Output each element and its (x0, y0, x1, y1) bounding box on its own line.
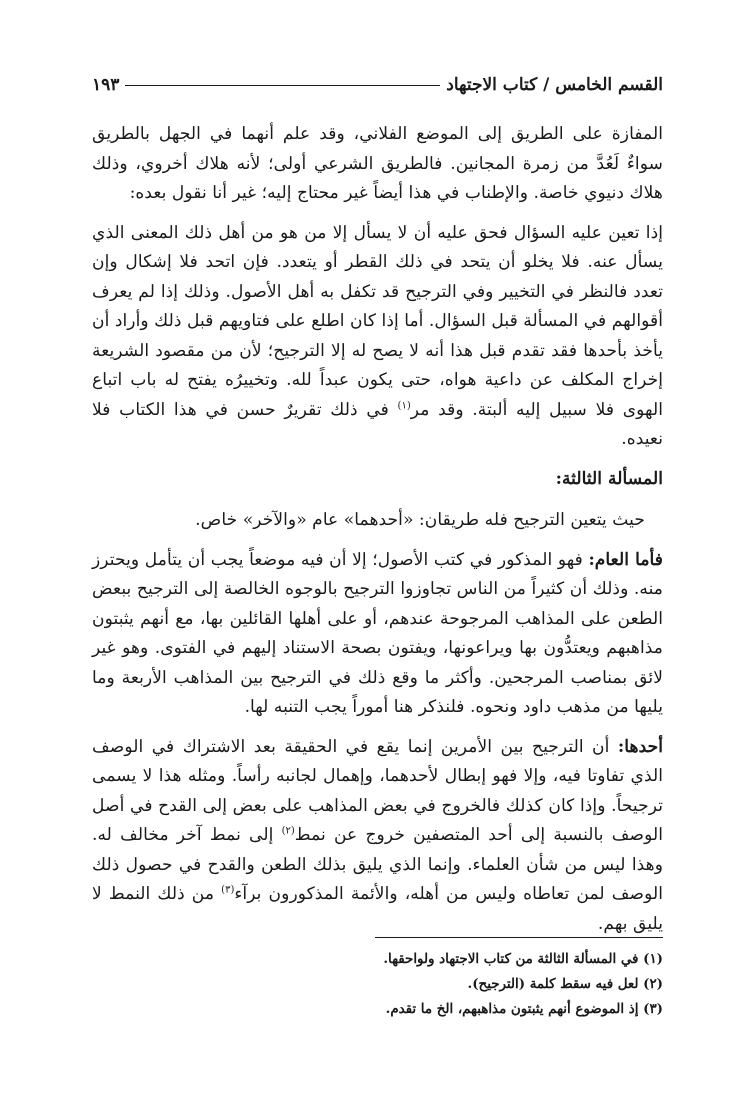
paragraph-1: المفازة على الطريق إلى الموضع الفلاني، وقد علم أنهما في الجهل بالطريق سواءٌ لَعُدَّ من زمرة المجانين. فالطريق الشرعي أولى؛ لأنه هلاك أخروي، وذلك هلاك دنيوي خاصة. والإطناب في هذا أيضاً غير محتاج إليه؛ غير أنا نقول بعده: (92, 124, 663, 203)
footnote-separator (375, 937, 663, 938)
footnote-ref-1[interactable]: (١) (397, 399, 411, 411)
paragraph-5-text: أن الترجيح بين الأمرين إنما يقع في الحقيقة بعد الاشتراك في الوصف الذي تفاوتا فيه، وإلا فهو إبطال لأحدهما، وإهمال لجانبه رأساً. ومثله هذا لا يسمى ترجيحاً. وإذا كان كذلك فالخروج في بعض المذاهب على بعض إلى القدح في أصل الوصف بالنسبة إلى أحد المتصفين خروج عن نمط (92, 736, 663, 845)
footnote-3: (٣) إذ الموضوع أنهم يثبتون مذاهبهم، الخ ما تقدم. (385, 1001, 663, 1017)
paragraph-2-text: إذا تعين عليه السؤال فحق عليه أن لا يسأل إلا من هو من أهل ذلك المعنى الذي يسأل عنه. فلا يخلو أن يتحد في ذلك القطر أو يتعدد. فإن اتحد فلا إشكال وإن تعدد فالنظر في التخيير وفي الترجيح قد تكفل به أهل الأصول. وذلك إذا لم يعرف أقوالهم في المسألة قبل السؤال. أما إذا كان اطلع على فتاويهم قبل ذلك وأراد أن يأخذ بأحدها فقد تقدم قبل هذا أنه لا يصح له إلا الترجيح؛ لأن من مقصود الشريعة إخراج المكلف عن داعية هواه، حتى يكون عبداً لله. وتخييرُه يفتح له باب اتباع الهوى فلا سبيل إليه ألبتة. وقد مر (92, 222, 663, 420)
section-heading: المسألة الثالثة: (555, 468, 663, 489)
paragraph-4-text: فهو المذكور في كتب الأصول؛ إلا أن فيه موضعاً يجب أن يتأمل ويحترز منه. وذلك أن كثيراً من الناس تجاوزوا الترجيح بالوجوه الخالصة إلى الترجيح ببعض الطعن على المذاهب المرجوحة عندهم، أو على أهلها القائلين بها، مع أنهم يثبتون مذاهبهم ويعتدُّون بها ويراعونها، ويفتون بصحة الاستناد إليهم في الفتوى. وهو غير لائق بمناصب المرجحين. وأكثر ما وقع ذلك في الترجيح بين المذاهب الأربعة وما يليها من مذهب داود ونحوه. فلنذكر هنا أموراً يجب التنبه لها. (92, 549, 663, 717)
footnote-ref-2[interactable]: (٢) (281, 825, 295, 837)
paragraph-2 (92, 219, 663, 455)
paragraph-2-end: في ذلك تقريرٌ حسن في هذا الكتاب فلا نعيده. (92, 399, 663, 449)
paragraph-5-lead: أحدها: (617, 736, 663, 757)
header-rule (125, 85, 440, 86)
footnote-ref-3[interactable]: (٣) (221, 884, 235, 896)
running-header (92, 72, 663, 98)
footnotes (92, 947, 663, 1022)
paragraph-4-lead: فأما العام: (588, 549, 663, 570)
page-number: ١٩٣ (92, 75, 120, 95)
paragraph-5-text-2: إلى نمط آخر مخالف له. وهذا ليس من شأن العلماء. وإنما الذي يليق بذلك الطعن والقدح في حصول ذلك الوصف لمن تعاطاه وليس من أهله، والأئمة المذكورون برآء (92, 825, 663, 904)
header-title: القسم الخامس / كتاب الاجتهاد (446, 75, 663, 95)
footnote-1: (١) في المسألة الثالثة من كتاب الاجتهاد ولواحقها. (383, 951, 663, 967)
main-text (92, 120, 663, 939)
footnote-2: (٢) لعل فيه سقط كلمة (الترجيح). (467, 976, 663, 992)
paragraph-5 (92, 733, 663, 940)
paragraph-4 (92, 546, 663, 723)
paragraph-5-end: من ذلك النمط لا يليق بهم. (92, 884, 663, 934)
paragraph-3: حيث يتعين الترجيح فله طريقان: «أحدهما» عام «والآخر» خاص. (195, 510, 645, 530)
